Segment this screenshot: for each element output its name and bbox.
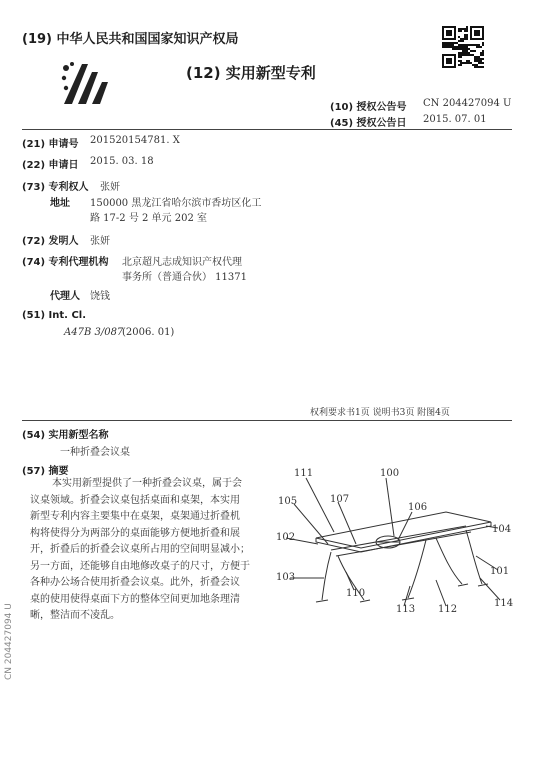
agency-line-2: 事务所（普通合伙） 11371 (122, 272, 247, 283)
abstract-label: (57) 摘要 (22, 466, 69, 477)
address-label: 地址 (50, 198, 70, 209)
abstract-line: 晰，整洁而不凌乱。 (30, 610, 120, 621)
abstract-drawing (276, 460, 516, 620)
abstract-line: 本实用新型提供了一种折叠会议桌，属于会 (52, 478, 242, 489)
grant-date-value: 2015. 07. 01 (423, 114, 487, 125)
app-date-value: 2015. 03. 18 (90, 156, 154, 167)
agent-label: 代理人 (50, 291, 80, 302)
cnipa-emblem-icon (58, 58, 110, 108)
figure-label-110: 110 (346, 588, 366, 599)
abstract-line: 议桌领域。折叠会议桌包括桌面和桌架，本实用 (30, 494, 240, 506)
agency-line-1: 北京超凡志成知识产权代理 (122, 257, 242, 268)
abstract-line: 另一方面，还能够自由地修改桌子的尺寸，方便于 (30, 560, 250, 572)
intcl-year: (2006. 01) (122, 327, 175, 338)
patent-type-title: (12) 实用新型专利 (186, 64, 316, 82)
figure-label-111: 111 (294, 468, 314, 479)
app-no-value: 201520154781. X (90, 135, 180, 146)
address-line-2: 路 17-2 号 2 单元 202 室 (90, 213, 207, 224)
figure-label-104: 104 (492, 524, 512, 535)
intcl-label: (51) Int. Cl. (22, 310, 87, 321)
figure-label-100: 100 (380, 468, 400, 479)
address-line-1: 150000 黑龙江省哈尔滨市香坊区化工 (90, 198, 262, 209)
figure-label-106: 106 (408, 502, 428, 513)
figure-label-114: 114 (494, 598, 514, 609)
figure-label-112: 112 (438, 604, 458, 615)
mid-divider (22, 420, 512, 421)
abstract-line: 桌的使用使得桌面下方的整体空间更加地条理清 (30, 593, 240, 605)
grant-date-label: (45) 授权公告日 (330, 118, 407, 129)
side-publication-number: CN 204427094 U (4, 603, 14, 680)
agency-label: (74) 专利代理机构 (22, 257, 109, 268)
issuing-office: (19) 中华人民共和国国家知识产权局 (22, 32, 239, 47)
name-label: (54) 实用新型名称 (22, 430, 109, 441)
abstract-line: 各种办公场合使用折叠会议桌。此外，折叠会议 (30, 577, 240, 588)
agent-value: 饶钱 (90, 291, 110, 302)
app-date-label: (22) 申请日 (22, 160, 79, 171)
grant-no-value: CN 204427094 U (423, 98, 512, 109)
figure-label-103: 103 (276, 572, 296, 583)
app-no-label: (21) 申请号 (22, 139, 79, 150)
inventor-label: (72) 发明人 (22, 236, 79, 247)
intcl-value: A47B 3/087 (64, 327, 124, 338)
header-divider (22, 129, 512, 130)
figure-label-101: 101 (490, 566, 510, 577)
figure-label-105: 105 (278, 496, 298, 507)
figure-label-113: 113 (396, 604, 416, 615)
holder-label: (73) 专利权人 (22, 182, 89, 193)
abstract-line: 新型专利内容主要集中在桌架，桌架通过折叠机 (30, 511, 240, 522)
qr-code-icon (442, 26, 484, 68)
utility-model-name: 一种折叠会议桌 (60, 447, 130, 458)
page-counts: 权利要求书1页 说明书3页 附图4页 (310, 408, 450, 418)
abstract-line: 开，折叠后的折叠会议桌所占用的空间明显减小； (30, 544, 250, 555)
abstract-text (30, 476, 270, 625)
grant-no-label: (10) 授权公告号 (330, 102, 407, 113)
holder-value: 张妍 (100, 182, 120, 193)
figure-label-107: 107 (330, 494, 350, 505)
abstract-line: 构将使得分为两部分的桌面能够方便地折叠和展 (30, 527, 240, 539)
inventor-value: 张妍 (90, 236, 110, 247)
figure-label-102: 102 (276, 532, 296, 543)
